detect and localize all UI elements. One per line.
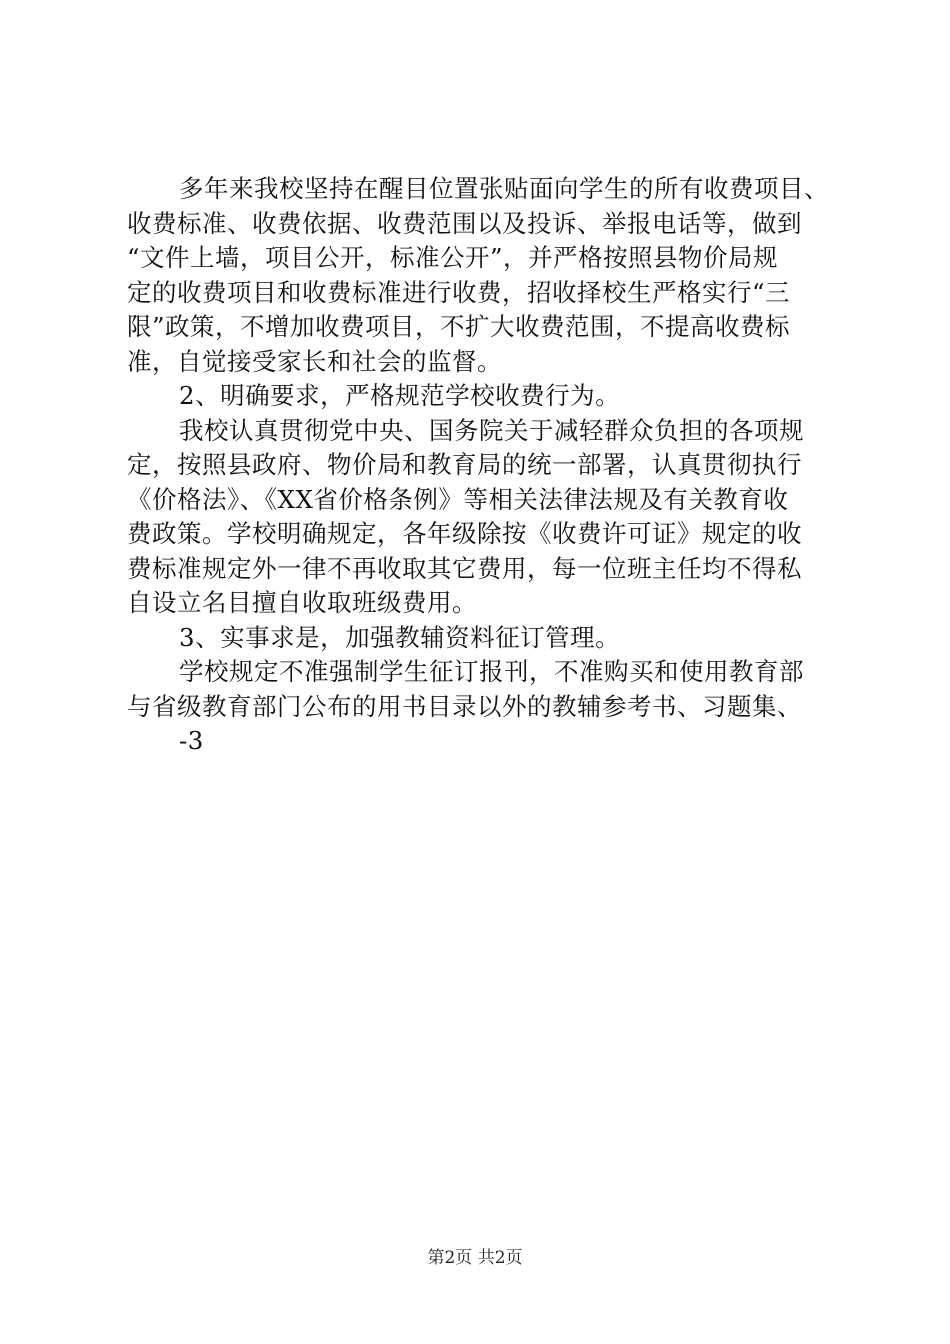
paragraph-2-line-3: 《价格法》、《XX省价格条例》等相关法律法规及有关教育收 [127, 484, 789, 514]
paragraph-1-line-1: 多年来我校坚持在醒目位置张贴面向学生的所有收费项目、 [179, 174, 829, 203]
paragraph-2-line-4: 费政策。学校明确规定，各年级除按《收费许可证》规定的收 [127, 519, 802, 548]
paragraph-3-line-2: 与省级教育部门公布的用书目录以外的教辅参考书、习题集、 [127, 691, 802, 721]
paragraph-1-line-5: 限”政策，不增加收费项目，不扩大收费范围，不提高收费标 [127, 312, 791, 341]
paragraph-1-line-6: 准，自觉接受家长和社会的监督。 [127, 346, 502, 376]
section-heading-2: 2、明确要求，严格规范学校收费行为。 [179, 381, 621, 410]
paragraph-2-line-1: 我校认真贯彻党中央、国务院关于减轻群众负担的各项规 [179, 415, 804, 445]
paragraph-1-line-3: “文件上墙，项目公开，标准公开”，并严格按照县物价局规 [127, 243, 779, 272]
page-footer: 第2页 共2页 [427, 1248, 523, 1268]
section-heading-3: 3、实事求是，加强教辅资料征订管理。 [179, 622, 621, 652]
paragraph-3-line-1: 学校规定不准强制学生征订报刊，不准购买和使用教育部 [179, 657, 804, 686]
paragraph-1-line-2: 收费标准、收费依据、收费范围以及投诉、举报电话等，做到 [127, 208, 802, 238]
paragraph-2-line-6: 自设立名目擅自收取班级费用。 [127, 588, 477, 617]
paragraph-2-line-2: 定，按照县政府、物价局和教育局的统一部署，认真贯彻执行 [127, 450, 802, 479]
page-marker: -3 [179, 726, 204, 755]
paragraph-1-line-4: 定的收费项目和收费标准进行收费，招收择校生严格实行“三 [127, 277, 791, 307]
paragraph-2-line-5: 费标准规定外一律不再收取其它费用，每一位班主任均不得私 [127, 553, 802, 583]
document-body [127, 172, 847, 759]
